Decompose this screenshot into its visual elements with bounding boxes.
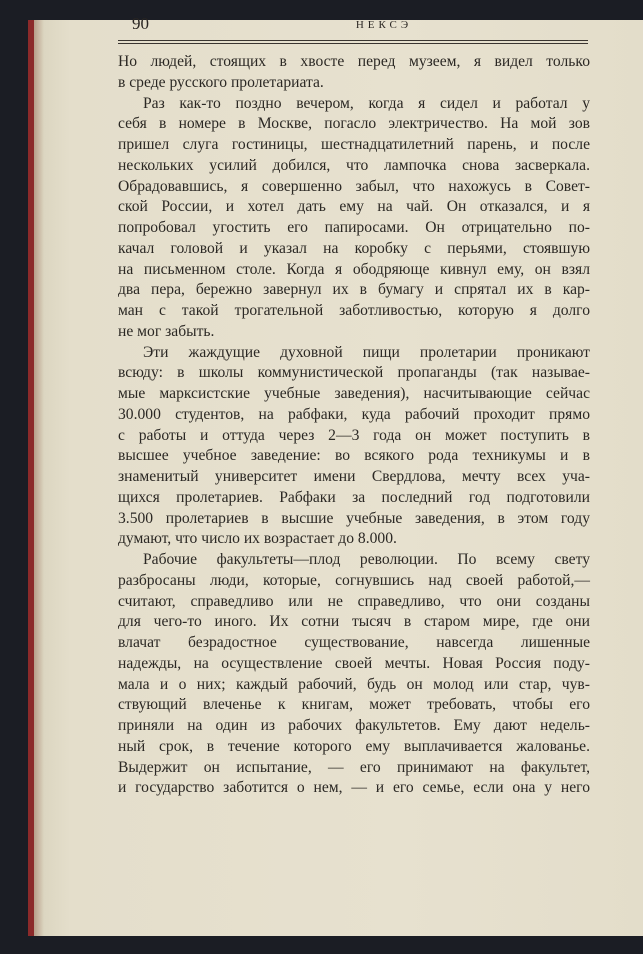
text-line: думают, что число их возрастает до 8.000. (118, 530, 397, 548)
text-line: Рабочие факультеты—плод революции. По всему свету (143, 551, 590, 568)
text-line: 3.500 пролетариев в высшие учебные заведения, в этом году (118, 509, 590, 527)
text-line: два пера, бережно завернул их в бумагу и спрятал их в кар- (118, 281, 590, 299)
text-line: нескольких усилий добился, что лампочка снова засверкала. (118, 156, 590, 174)
text-line: Обрадовавшись, я совершенно забыл, что нахожусь в Совет- (118, 177, 590, 195)
text-line: Раз как-то поздно вечером, когда я сидел и работал у (143, 94, 590, 112)
text-line: не мог забыть. (118, 322, 215, 340)
text-line: пришел слуга гостиницы, шестнадцатилетний парень, и после (118, 136, 590, 153)
page-number: 90 (132, 14, 149, 33)
text-line: щихся пролетариев. Рабфаки за последний год подготовили (118, 488, 590, 506)
text-line: всюду: в школы коммунистической пропаганды (так называе- (118, 364, 590, 382)
text-line: мала и о них; каждый рабочий, будь он молод или стар, чув- (118, 675, 590, 693)
text-line: 30.000 студентов, на рабфаки, куда рабочий проходит прямо (118, 405, 590, 423)
text-line: для чего-то иного. Их сотни тысяч в старом мире, где они (118, 613, 590, 631)
text-line: на письменном столе. Когда я ободряюще кивнул ему, он взял (118, 260, 590, 278)
text-line: ный срок, в течение которого ему выплачивается жалованье. (118, 737, 590, 755)
text-line: себя в номере в Москве, погасло электричество. На мой зов (118, 115, 590, 133)
text-line: влачат безрадостное существование, навсегда лишенные (118, 634, 590, 651)
text-line: знаменитый университет имени Свердлова, мечту всех уча- (118, 468, 590, 485)
text-line: качал головой и указал на коробку с перьями, стоявшую (118, 239, 590, 257)
text-line: ман с такой трогательной заботливостью, которую я долго (118, 302, 590, 319)
text-line: в среде русского пролетариата. (118, 73, 324, 91)
text-line: с работы и оттуда через 2—3 года он может поступить в (118, 426, 590, 444)
text-line: приняли на один из рабочих факультетов. Ему дают недель- (118, 717, 590, 734)
text-line: мые марксистские учебные заведения), насчитывающие сейчас (118, 385, 590, 402)
header-rule (118, 40, 588, 41)
text-line: попробовал угостить его папиросами. Он отрицательно по- (118, 219, 590, 236)
header-rule-second (118, 43, 588, 44)
text-line: ской России, и хотел дать ему на чай. Он отказался, и я (118, 198, 590, 216)
text-line: Но людей, стоящих в хвосте перед музеем, я видел только (118, 53, 590, 70)
text-line: Выдержит он испытание, — его принимают на факультет, (118, 758, 590, 776)
text-line: ствующий влеченье к книгам, может требовать, чтобы его (118, 696, 590, 714)
page-header (118, 14, 610, 40)
text-line: надежды, на осуществление своей мечты. Новая Россия поду- (118, 654, 590, 672)
text-line: считают, справедливо или не справедливо, что они созданы (118, 592, 590, 610)
body-text (118, 52, 590, 799)
text-line: высшее учебное заведение: во всякого рода техникумы и в (118, 447, 590, 465)
text-line: и государство заботится о нем, — и его семье, если она у него (118, 779, 590, 797)
text-line: разбросаны люди, которые, согнувшись над своей работой,— (118, 571, 590, 589)
text-line: Эти жаждущие духовной пищи пролетарии проникают (143, 343, 590, 361)
running-title: НЕКСЭ (355, 19, 413, 31)
